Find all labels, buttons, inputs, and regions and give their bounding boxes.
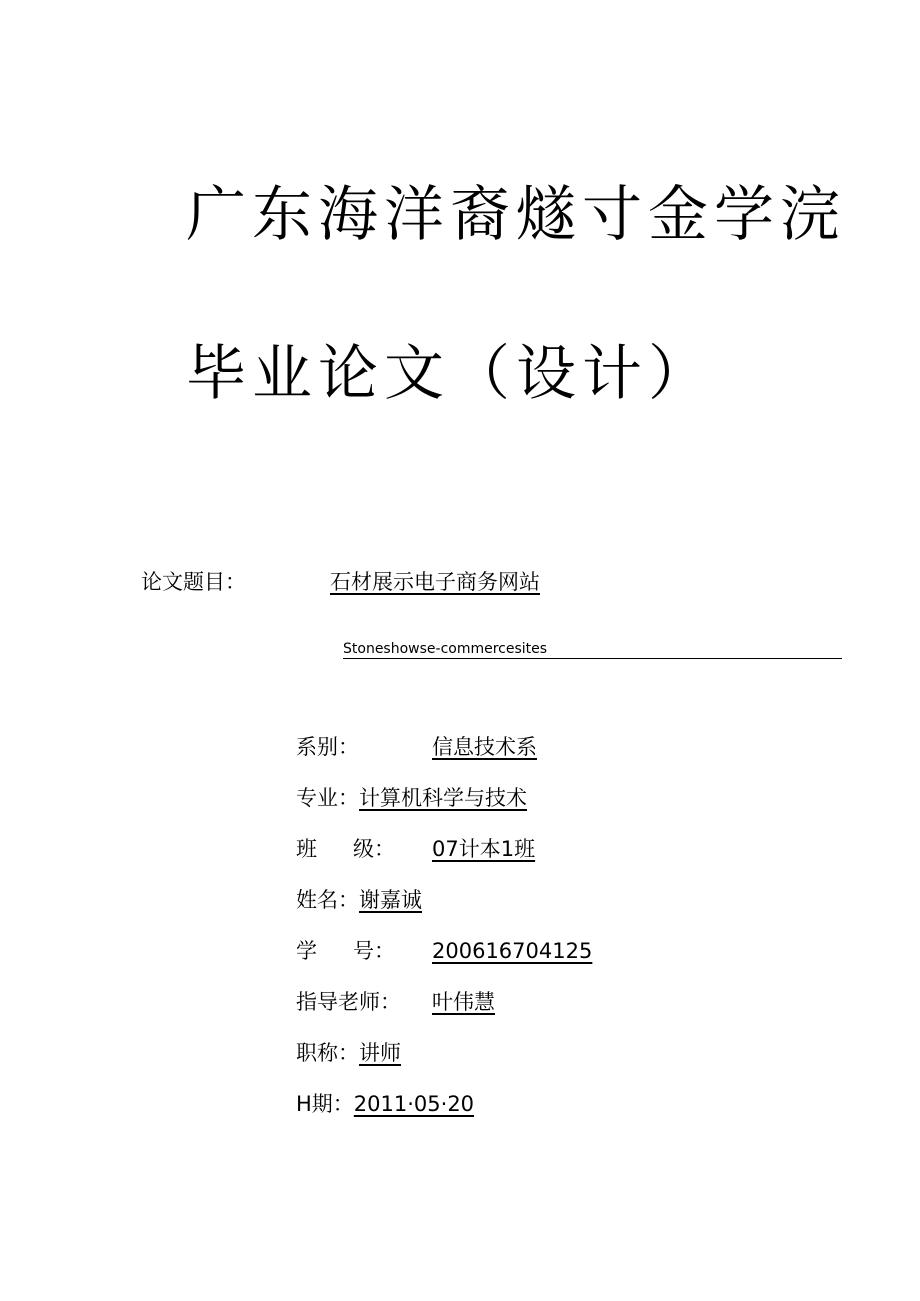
date-row — [296, 1089, 474, 1119]
department-row — [296, 732, 537, 762]
title-rank-label: 职称： — [296, 1041, 359, 1065]
topic-label: 论文题目： — [141, 570, 246, 594]
student-id-label-a: 学 — [296, 939, 317, 963]
title-rank-row — [296, 1038, 401, 1068]
topic-title-cn: 石材展示电子商务网站 — [330, 570, 540, 594]
major-label: 专业： — [296, 786, 359, 810]
class-label-b: 级： — [353, 837, 395, 861]
student-id-row — [296, 936, 592, 966]
date-label: H期： — [296, 1092, 354, 1116]
department-value: 信息技术系 — [432, 735, 537, 759]
advisor-value: 叶伟慧 — [432, 990, 495, 1014]
student-id-value: 200616704125 — [432, 939, 593, 963]
date-value: 2011·05·20 — [353, 1092, 475, 1116]
name-value: 谢嘉诚 — [359, 888, 422, 912]
advisor-label: 指导老师： — [296, 990, 401, 1014]
major-row — [296, 783, 527, 813]
student-id-label-b: 号： — [353, 939, 395, 963]
topic-title-en: Stoneshowse-commercesites — [343, 641, 842, 659]
class-row — [296, 834, 535, 864]
name-label: 姓名： — [296, 888, 359, 912]
thesis-title: 毕业论文（设计） — [186, 339, 714, 409]
major-value: 计算机科学与技术 — [359, 786, 527, 810]
class-value: 07计本1班 — [432, 837, 536, 861]
advisor-row — [296, 987, 495, 1017]
school-title: 广东海洋裔燧寸金学浣 — [186, 180, 846, 250]
class-label-a: 班 — [296, 837, 317, 861]
title-rank-value: 讲师 — [359, 1041, 401, 1065]
name-row — [296, 885, 422, 915]
department-label: 系别： — [296, 735, 359, 759]
